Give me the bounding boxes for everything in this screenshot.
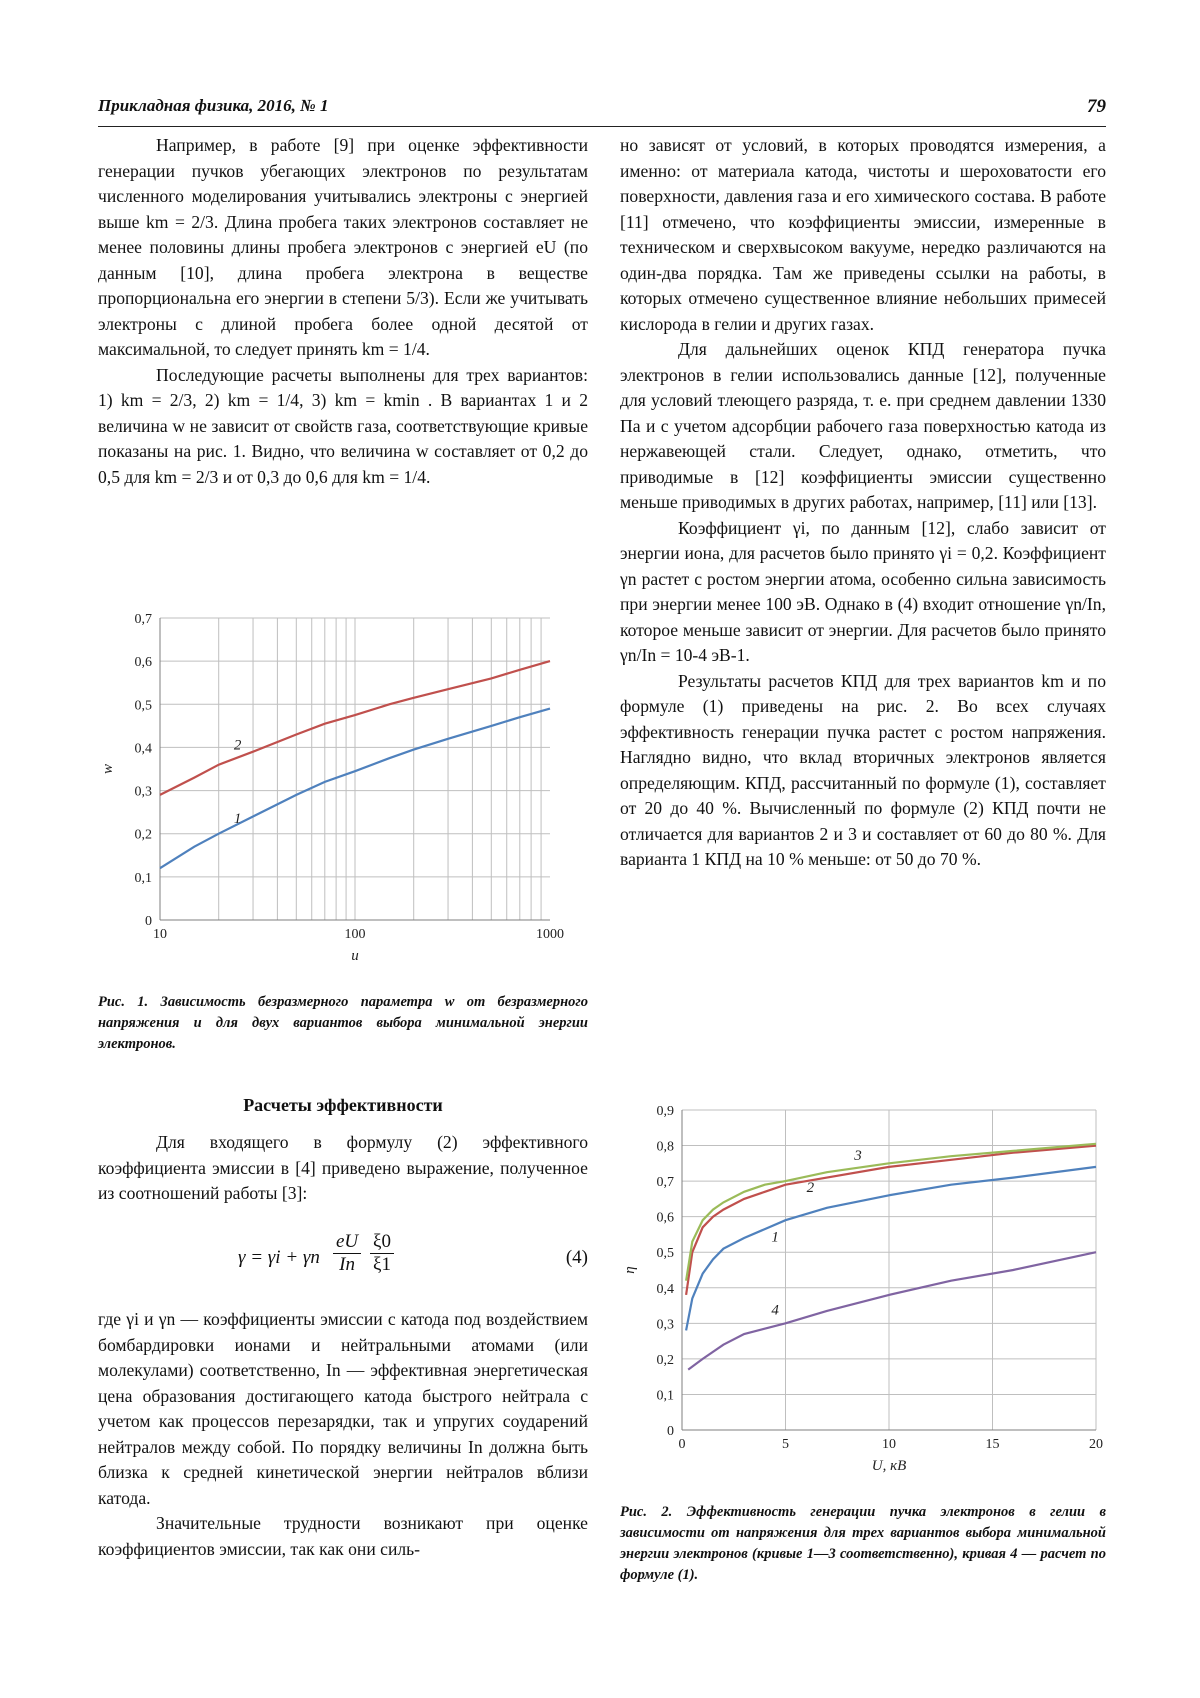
right-column-top [620, 133, 1106, 873]
series-line-4 [688, 1252, 1096, 1369]
series-label-1: 1 [233, 810, 242, 827]
y-tick-label: 0,1 [656, 1388, 674, 1404]
y-tick-label: 0,5 [656, 1246, 674, 1262]
x-tick-label: 15 [985, 1437, 1000, 1452]
y-tick-label: 0,2 [134, 827, 152, 843]
figure-1-caption [98, 992, 588, 1055]
series-line-3 [686, 1144, 1096, 1281]
x-tick-label: 20 [1089, 1437, 1103, 1452]
formula-number: (4) [565, 1247, 588, 1268]
y-tick-label: 0,4 [134, 741, 152, 757]
x-axis-label: u [351, 948, 359, 964]
header-divider [98, 126, 1106, 127]
denominator-1: In [339, 1254, 355, 1275]
x-tick-label: 100 [344, 927, 366, 942]
figure-1-caption-text: Зависимость безразмерного параметра w от безразмерного напряжения и для двух вариантов выбора минимальной энергии электронов. [98, 994, 589, 1052]
y-tick-label: 0 [145, 914, 152, 929]
series-line-2 [686, 1146, 1096, 1295]
y-axis-label: η [622, 1266, 638, 1274]
x-tick-label: 1000 [536, 927, 564, 942]
fraction-eU-In [333, 1231, 361, 1276]
y-tick-label: 0,3 [134, 784, 152, 800]
series-label-1: 1 [771, 1229, 779, 1246]
paragraph: Значительные трудности возникают при оценке коэффициентов эмиссии, так как они силь- [98, 1513, 588, 1559]
figure-2-caption [620, 1502, 1106, 1586]
y-tick-label: 0,1 [134, 870, 152, 886]
paragraph: Последующие расчеты выполнены для трех вариантов: 1) km = 2/3, 2) km = 1/4, 3) km = kmin . В вариантах 1 и 2 величина w не зависит от свойств газа, соответствующие кривые показаны на рис. 1. Видно, что величина w составляет от 0,2 до 0,5 для km = 2/3 и от 0,3 до 0,6 для km = 1/4. [98, 364, 588, 487]
y-tick-label: 0,6 [134, 655, 152, 671]
paragraph: Результаты расчетов КПД для трех вариантов km и по формуле (1) приведены на рис. 2. Во всех случаях эффективность генерации пучка растет с ростом напряжения. Наглядно видно, что вклад вторичных электронов является определяющим. КПД, рассчитанный по формуле (1), составляет от 20 до 40 %. Вычисленный по формуле (2) КПД почти не отличается для вариантов 2 и 3 и составляет от 60 до 80 %. Для варианта 1 КПД на 10 % меньше: от 50 до 70 %. [620, 670, 1106, 869]
y-tick-label: 0,7 [134, 612, 152, 627]
paragraph: Коэффициент γi, по данным [12], слабо зависит от энергии иона, для расчетов было принято γi = 0,2. Коэффициент γn растет с ростом энергии атома, особенно сильна зависимость при энергии менее 100 эВ. Однако в (4) входит отношение γn/In, которое меньше зависит от энергии. Для расчетов было принято γn/In = 10-4 эВ-1. [620, 517, 1106, 665]
numerator-1: eU [333, 1231, 361, 1254]
figure-2-chart [620, 1090, 1106, 1485]
y-tick-label: 0,2 [656, 1352, 674, 1368]
paragraph: Для дальнейших оценок КПД генератора пучка электронов в гелии использовались данные [12], полученные для условий тлеющего разряда, т. е. при среднем давлении 1330 Па и с учетом адсорбции рабочего газа поверхностью катода из нержавеющей стали. Следует, однако, отметить, что приводимые в [12] коэффициенты эмиссии существенно меньше приводимых в других работах, например, [11] или [13]. [620, 339, 1106, 512]
paragraph: Для входящего в формулу (2) эффективного коэффициента эмиссии в [4] приведено выражение, полученное из соотношений работы [3]: [98, 1132, 588, 1203]
numerator-2: ξ0 [370, 1231, 394, 1254]
left-column-p3 [98, 1130, 588, 1207]
y-axis-label: w [100, 763, 116, 775]
left-column-top [98, 133, 588, 490]
fraction-xi [370, 1231, 394, 1276]
denominator-2: ξ1 [373, 1254, 391, 1275]
y-tick-label: 0 [667, 1424, 674, 1439]
y-tick-label: 0,3 [656, 1317, 674, 1333]
paragraph: но зависят от условий, в которых проводятся измерения, а именно: от материала катода, чистоты и шероховатости его поверхности, давления газа и его химического состава. В работе [11] отмечено, что коэффициенты эмиссии, измеренные в техническом и сверхвысоком вакууме, нередко различаются на один-два порядка. Там же приведены ссылки на работы, в которых отмечено существенное влияние небольших примесей кислорода в гелии и других газах. [620, 135, 1106, 334]
paragraph: где γi и γn — коэффициенты эмиссии с катода под воздействием бомбардировки ионами и нейтральными атомами (или молекулами) соответственно, In — эффективная энергетическая цена образования достигающего катода быстрого нейтрала с учетом как процессов перезарядки, так и упругих соударений нейтралов между собой. По порядку величины In должна быть близка к средней кинетической энергии нейтралов вблизи катода. [98, 1309, 588, 1508]
y-tick-label: 0,4 [656, 1281, 674, 1297]
x-tick-label: 0 [678, 1437, 686, 1452]
y-tick-label: 0,9 [656, 1104, 674, 1119]
section-title: Расчеты эффективности [243, 1095, 443, 1115]
running-header [98, 96, 1106, 124]
y-tick-label: 0,7 [656, 1175, 674, 1191]
left-column-bottom [98, 1307, 588, 1562]
figure-1-chart [98, 600, 588, 990]
x-tick-label: 5 [782, 1437, 789, 1452]
series-label-2: 2 [806, 1179, 815, 1196]
figure-1-label: Рис. 1. [98, 994, 149, 1010]
y-tick-label: 0,5 [134, 698, 152, 714]
page-number: 79 [1087, 96, 1106, 117]
y-tick-label: 0,6 [656, 1210, 674, 1226]
figure-2-label: Рис. 2. [620, 1504, 673, 1520]
series-label-4: 4 [771, 1302, 779, 1319]
figure-2-caption-text: Эффективность генерации пучка электронов в гелии в зависимости от напряжения для трех вариантов выбора минимальной энергии электронов (кривые 1—3 соответственно), кривая 4 — расчет по формуле (1). [620, 1504, 1106, 1583]
x-tick-label: 10 [882, 1437, 896, 1452]
series-label-2: 2 [233, 737, 242, 754]
x-tick-label: 10 [153, 927, 167, 942]
y-tick-label: 0,8 [656, 1139, 674, 1155]
journal-title: Прикладная физика, 2016, № 1 [98, 96, 329, 115]
formula-lhs: γ = γi + γn [238, 1247, 320, 1268]
x-axis-label: U, кВ [871, 1458, 907, 1474]
paragraph: Например, в работе [9] при оценке эффективности генерации пучков убегающих электронов по результатам численного моделирования учитывались электроны с энергией выше km = 2/3. Длина пробега таких электронов составляет не менее половины длины пробега электронов с энергией eU (по данным [10], длина пробега электрона в веществе пропорциональна его энергии в степени 5/3). Если же учитывать электроны с длиной пробега более одной десятой от максимальной, то следует принять km = 1/4. [98, 135, 588, 359]
series-label-3: 3 [854, 1147, 862, 1164]
formula-4 [98, 1225, 588, 1295]
